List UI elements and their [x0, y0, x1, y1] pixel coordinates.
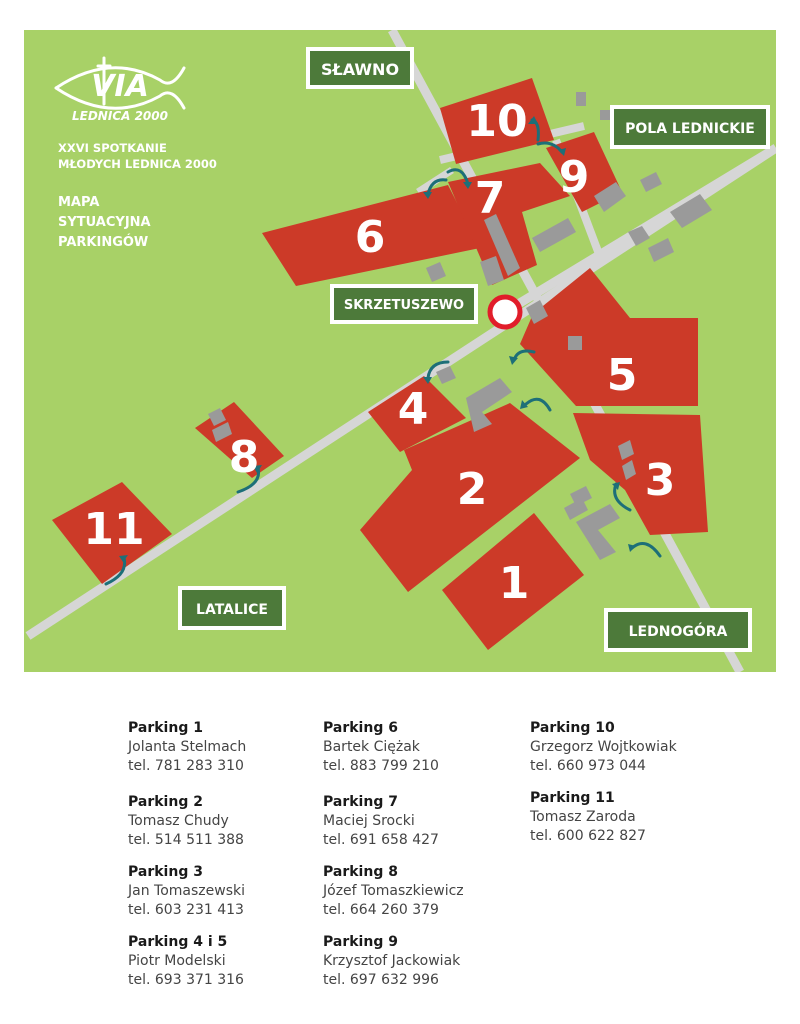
contact-parking-9 — [323, 934, 523, 990]
contact-person: Jolanta Stelmach — [128, 739, 247, 755]
contact-person: Jan Tomaszewski — [128, 883, 245, 899]
parking-number-10: 10 — [466, 96, 528, 147]
parking-number-7: 7 — [474, 173, 506, 224]
contact-name: Parking 4 i 5 — [128, 934, 228, 950]
parking-map — [24, 30, 776, 672]
contact-phone[interactable]: tel. 660 973 044 — [530, 758, 646, 774]
parking-number-3: 3 — [644, 455, 676, 506]
event-title-line2: MŁODYCH LEDNICA 2000 — [58, 157, 217, 171]
parking-number-4: 4 — [397, 384, 429, 435]
parking-number-11: 11 — [83, 504, 145, 555]
svg-text:LATALICE: LATALICE — [196, 602, 268, 618]
contact-name: Parking 11 — [530, 790, 615, 806]
map-title-line1: MAPA — [58, 195, 100, 210]
building — [576, 92, 586, 106]
parking-number-9: 9 — [558, 152, 590, 203]
building — [568, 336, 582, 350]
contact-phone[interactable]: tel. 514 511 388 — [128, 832, 244, 848]
contact-person: Piotr Modelski — [128, 953, 226, 969]
contact-parking-2 — [128, 794, 328, 850]
contact-name: Parking 10 — [530, 720, 615, 736]
contact-phone[interactable]: tel. 603 231 413 — [128, 902, 244, 918]
contact-phone[interactable]: tel. 664 260 379 — [323, 902, 439, 918]
contact-parking-4-5 — [128, 934, 328, 990]
contact-person: Grzegorz Wojtkowiak — [530, 739, 677, 755]
place-label-slawno — [306, 47, 414, 89]
contact-name: Parking 3 — [128, 864, 203, 880]
location-marker-icon — [490, 297, 520, 327]
place-label-pola-lednickie — [610, 105, 770, 149]
parking-number-6: 6 — [354, 212, 386, 263]
contact-phone[interactable]: tel. 883 799 210 — [323, 758, 439, 774]
contact-parking-11 — [530, 790, 730, 846]
contact-name: Parking 9 — [323, 934, 398, 950]
parking-number-8: 8 — [228, 432, 260, 483]
contact-parking-8 — [323, 864, 523, 920]
svg-text:SKRZETUSZEWO: SKRZETUSZEWO — [343, 298, 465, 313]
map-title-line2: SYTUACYJNA — [58, 215, 151, 230]
contact-parking-7 — [323, 794, 523, 850]
contact-parking-3 — [128, 864, 328, 920]
parking-number-2: 2 — [456, 464, 488, 515]
place-label-skrzetuszewo — [330, 284, 478, 324]
contact-person: Krzysztof Jackowiak — [323, 953, 461, 969]
contact-phone[interactable]: tel. 600 622 827 — [530, 828, 646, 844]
contact-parking-1 — [128, 720, 328, 776]
parking-number-5: 5 — [606, 350, 638, 401]
contact-person: Tomasz Chudy — [128, 813, 229, 829]
event-title-line1: XXVI SPOTKANIE — [58, 141, 167, 155]
contact-person: Tomasz Zaroda — [530, 809, 636, 825]
logo-subtitle: LEDNICA 2000 — [72, 109, 168, 123]
contact-phone[interactable]: tel. 691 658 427 — [323, 832, 439, 848]
svg-text:POLA LEDNICKIE: POLA LEDNICKIE — [625, 121, 755, 137]
contact-name: Parking 7 — [323, 794, 398, 810]
contact-person: Maciej Srocki — [323, 813, 415, 829]
contact-parking-6 — [323, 720, 523, 776]
contact-name: Parking 2 — [128, 794, 203, 810]
contacts-legend — [0, 720, 800, 1010]
place-label-lednogora — [604, 608, 752, 652]
contact-phone[interactable]: tel. 697 632 996 — [323, 972, 439, 988]
contact-person: Bartek Ciężak — [323, 739, 420, 755]
svg-text:SŁAWNO: SŁAWNO — [320, 60, 400, 79]
svg-text:LEDNOGÓRA: LEDNOGÓRA — [628, 624, 728, 640]
contact-name: Parking 1 — [128, 720, 203, 736]
contact-name: Parking 8 — [323, 864, 398, 880]
logo-wordmark: VIA — [91, 69, 149, 104]
parking-number-1: 1 — [498, 558, 530, 609]
place-label-latalice — [178, 586, 286, 630]
contact-phone[interactable]: tel. 781 283 310 — [128, 758, 244, 774]
contact-phone[interactable]: tel. 693 371 316 — [128, 972, 244, 988]
contact-person: Józef Tomaszkiewicz — [323, 883, 464, 899]
contact-parking-10 — [530, 720, 730, 776]
contact-name: Parking 6 — [323, 720, 398, 736]
map-title-line3: PARKINGÓW — [58, 235, 149, 250]
